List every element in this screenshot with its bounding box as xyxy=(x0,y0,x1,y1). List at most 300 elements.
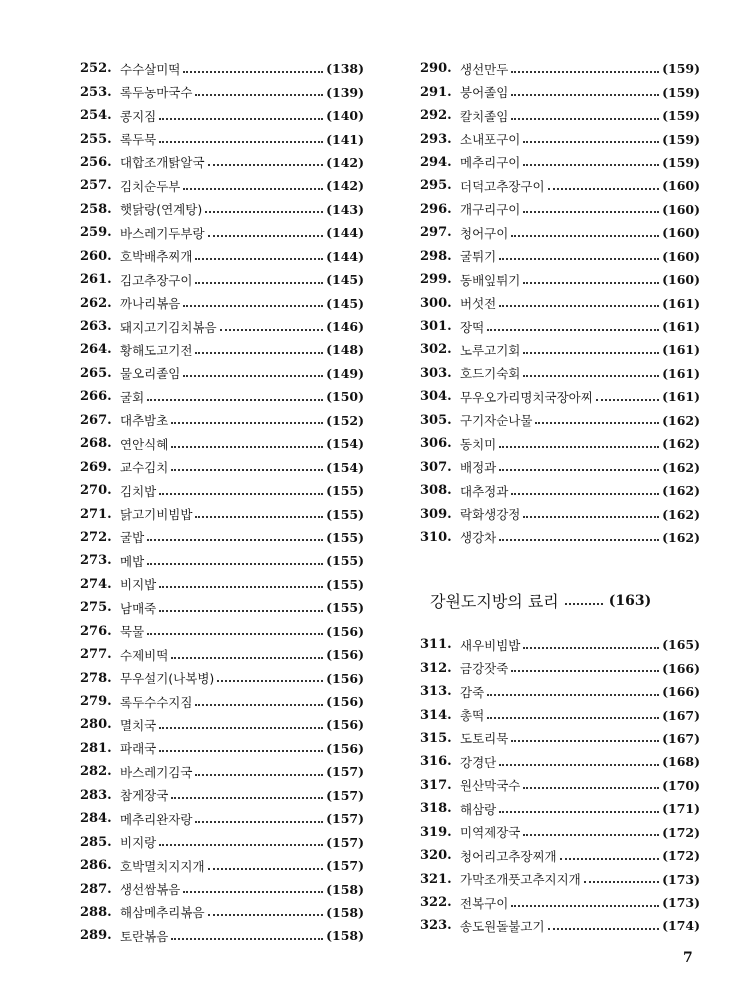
toc-entry xyxy=(80,713,364,736)
entry-title: 생선쌈볶음 xyxy=(120,882,181,898)
toc-entry xyxy=(80,151,364,174)
dot-leader xyxy=(535,420,659,424)
toc-entry xyxy=(80,807,364,830)
toc-entry xyxy=(420,385,700,408)
entry-number: 258. xyxy=(80,201,112,217)
entry-page: (155) xyxy=(326,506,364,522)
entry-number: 264. xyxy=(80,342,112,358)
dot-leader xyxy=(217,678,323,682)
entry-title: 구기자순나물 xyxy=(460,413,533,429)
toc-entry xyxy=(420,914,700,937)
entry-page: (139) xyxy=(326,84,364,100)
entry-title: 생선만두 xyxy=(460,61,509,77)
dot-leader xyxy=(548,926,660,930)
entry-title: 교수김치 xyxy=(120,460,169,476)
entry-number: 291. xyxy=(420,84,452,100)
entry-number: 260. xyxy=(80,248,112,264)
entry-title: 비지랑 xyxy=(120,835,157,851)
entry-title: 호박배추찌개 xyxy=(120,249,193,265)
dot-leader xyxy=(208,233,324,237)
entry-number: 317. xyxy=(420,777,452,793)
entry-number: 289. xyxy=(80,928,112,944)
entry-title: 무우설기(나복병) xyxy=(120,671,215,687)
entry-number: 277. xyxy=(80,647,112,663)
entry-page: (159) xyxy=(662,84,700,100)
toc-entry xyxy=(80,479,364,502)
toc-entry xyxy=(420,633,700,656)
entry-title: 토란볶음 xyxy=(120,928,169,944)
toc-entry xyxy=(80,174,364,197)
entry-page: (155) xyxy=(326,529,364,545)
entry-title: 대추밤초 xyxy=(120,413,169,429)
entry-title: 가막조개풋고추지지개 xyxy=(460,872,581,888)
dot-leader xyxy=(499,762,659,766)
entry-number: 323. xyxy=(420,918,452,934)
dot-leader xyxy=(171,420,323,424)
entry-title: 대합조개탉알국 xyxy=(120,155,205,171)
toc-entry xyxy=(80,760,364,783)
entry-number: 297. xyxy=(420,225,452,241)
entry-page: (157) xyxy=(326,834,364,850)
entry-number: 320. xyxy=(420,848,452,864)
dot-leader xyxy=(171,795,323,799)
entry-number: 314. xyxy=(420,707,452,723)
entry-title: 콩지짐 xyxy=(120,108,157,124)
dot-leader xyxy=(499,467,659,471)
entry-number: 269. xyxy=(80,459,112,475)
entry-number: 300. xyxy=(420,295,452,311)
dot-leader xyxy=(195,280,323,284)
toc-entry xyxy=(80,455,364,478)
entry-page: (156) xyxy=(326,717,364,733)
dot-leader xyxy=(147,537,323,541)
dot-leader xyxy=(523,139,659,143)
dot-leader xyxy=(159,139,323,143)
toc-entry xyxy=(80,573,364,596)
entry-page: (144) xyxy=(326,248,364,264)
toc-entry xyxy=(80,690,364,713)
entry-number: 316. xyxy=(420,754,452,770)
dot-leader xyxy=(183,889,323,893)
toc-entry xyxy=(80,432,364,455)
dot-leader xyxy=(499,444,659,448)
entry-title: 더덕고추장구이 xyxy=(460,178,545,194)
entry-number: 282. xyxy=(80,764,112,780)
entry-page: (162) xyxy=(662,506,700,522)
toc-entry xyxy=(420,245,700,268)
entry-number: 283. xyxy=(80,787,112,803)
toc-entry xyxy=(80,643,364,666)
toc-entry xyxy=(80,268,364,291)
dot-leader xyxy=(195,256,323,260)
entry-page: (156) xyxy=(326,647,364,663)
entry-number: 318. xyxy=(420,801,452,817)
entry-number: 312. xyxy=(420,660,452,676)
dot-leader xyxy=(171,655,323,659)
dot-leader xyxy=(560,856,659,860)
dot-leader xyxy=(523,350,659,354)
entry-page: (146) xyxy=(326,319,364,335)
entry-number: 310. xyxy=(420,529,452,545)
entry-number: 285. xyxy=(80,834,112,850)
entry-number: 321. xyxy=(420,871,452,887)
entry-title: 대추정과 xyxy=(460,483,509,499)
dot-leader xyxy=(171,467,323,471)
entry-title: 연안식혜 xyxy=(120,436,169,452)
dot-leader xyxy=(523,209,659,213)
entry-page: (156) xyxy=(326,623,364,639)
toc-entry xyxy=(420,455,700,478)
entry-page: (167) xyxy=(662,707,700,723)
entry-title: 호드기숙회 xyxy=(460,366,521,382)
entry-number: 299. xyxy=(420,272,452,288)
entry-number: 293. xyxy=(420,131,452,147)
entry-number: 253. xyxy=(80,84,112,100)
entry-page: (154) xyxy=(326,459,364,475)
entry-number: 303. xyxy=(420,365,452,381)
entry-number: 281. xyxy=(80,740,112,756)
dot-leader xyxy=(208,866,324,870)
entry-page: (166) xyxy=(662,684,700,700)
dot-leader xyxy=(511,491,659,495)
entry-number: 261. xyxy=(80,272,112,288)
entry-title: 수수살미떡 xyxy=(120,61,181,77)
entry-number: 276. xyxy=(80,623,112,639)
entry-number: 292. xyxy=(420,108,452,124)
dot-leader xyxy=(183,186,323,190)
entry-title: 굴튀기 xyxy=(460,249,497,265)
dot-leader xyxy=(511,738,659,742)
entry-page: (156) xyxy=(326,694,364,710)
entry-title: 동배잎튀기 xyxy=(460,272,521,288)
toc-entry xyxy=(80,385,364,408)
entry-page: (144) xyxy=(326,225,364,241)
entry-page: (162) xyxy=(662,483,700,499)
dot-leader xyxy=(511,69,659,73)
toc-entry xyxy=(80,338,364,361)
toc-entry xyxy=(420,797,700,820)
section-page: (163) xyxy=(608,592,652,609)
entry-title: 생강차 xyxy=(460,530,497,546)
toc-entry xyxy=(80,830,364,853)
toc-entry xyxy=(80,362,364,385)
entry-number: 311. xyxy=(420,637,452,653)
entry-title: 바스레기두부랑 xyxy=(120,225,205,241)
entry-title: 김치순두부 xyxy=(120,178,181,194)
entry-page: (156) xyxy=(326,740,364,756)
dot-leader xyxy=(183,69,323,73)
entry-title: 소내포구이 xyxy=(460,132,521,148)
toc-entry xyxy=(80,620,364,643)
entry-number: 278. xyxy=(80,670,112,686)
toc-entry xyxy=(80,57,364,80)
entry-number: 288. xyxy=(80,904,112,920)
toc-entry xyxy=(420,151,700,174)
entry-page: (162) xyxy=(662,412,700,428)
entry-page: (171) xyxy=(662,801,700,817)
toc-section-list xyxy=(420,633,700,938)
entry-title: 김고추장구이 xyxy=(120,272,193,288)
entry-number: 267. xyxy=(80,412,112,428)
entry-page: (172) xyxy=(662,824,700,840)
dot-leader xyxy=(195,92,323,96)
entry-page: (148) xyxy=(326,342,364,358)
toc-entry xyxy=(80,502,364,525)
entry-page: (173) xyxy=(662,895,700,911)
toc-entry xyxy=(420,291,700,314)
dot-leader xyxy=(147,561,323,565)
toc-entry xyxy=(80,924,364,947)
entry-title: 락화생강정 xyxy=(460,507,521,523)
entry-title: 메밥 xyxy=(120,553,145,569)
entry-page: (155) xyxy=(326,576,364,592)
entry-title: 무우오가리명치국장아찌 xyxy=(460,389,593,405)
entry-title: 메추리완자랑 xyxy=(120,811,193,827)
dot-leader xyxy=(487,327,659,331)
page-number: 7 xyxy=(683,950,693,966)
entry-page: (162) xyxy=(662,529,700,545)
dot-leader xyxy=(548,186,660,190)
dot-leader xyxy=(499,303,659,307)
dot-leader xyxy=(487,715,659,719)
entry-title: 돼지고기김치볶음 xyxy=(120,319,217,335)
entry-number: 290. xyxy=(420,61,452,77)
dot-leader xyxy=(523,785,659,789)
entry-title: 메추리구이 xyxy=(460,155,521,171)
entry-page: (170) xyxy=(662,777,700,793)
entry-page: (157) xyxy=(326,787,364,803)
entry-page: (157) xyxy=(326,858,364,874)
toc-entry xyxy=(80,198,364,221)
entry-number: 273. xyxy=(80,553,112,569)
dot-leader xyxy=(183,303,323,307)
entry-title: 록두수수지짐 xyxy=(120,694,193,710)
toc-entry xyxy=(420,174,700,197)
entry-title: 비지밥 xyxy=(120,577,157,593)
entry-title: 까나리볶음 xyxy=(120,296,181,312)
entry-number: 252. xyxy=(80,61,112,77)
entry-page: (161) xyxy=(662,389,700,405)
dot-leader xyxy=(511,233,659,237)
dot-leader xyxy=(523,514,659,518)
toc-entry xyxy=(80,784,364,807)
entry-page: (159) xyxy=(662,61,700,77)
toc-entry xyxy=(420,315,700,338)
toc-entry xyxy=(420,338,700,361)
entry-page: (150) xyxy=(326,389,364,405)
entry-page: (140) xyxy=(326,108,364,124)
entry-page: (162) xyxy=(662,459,700,475)
dot-leader xyxy=(183,373,323,377)
entry-number: 255. xyxy=(80,131,112,147)
entry-number: 308. xyxy=(420,483,452,499)
entry-title: 멸치국 xyxy=(120,717,157,733)
entry-page: (155) xyxy=(326,600,364,616)
entry-number: 301. xyxy=(420,319,452,335)
entry-title: 햇닭랑(연계탕) xyxy=(120,202,203,218)
entry-number: 256. xyxy=(80,154,112,170)
toc-entry xyxy=(420,703,700,726)
entry-title: 개구리구이 xyxy=(460,202,521,218)
entry-page: (161) xyxy=(662,342,700,358)
dot-leader xyxy=(511,92,659,96)
entry-number: 257. xyxy=(80,178,112,194)
entry-title: 해삼메추리볶음 xyxy=(120,905,205,921)
entry-number: 322. xyxy=(420,895,452,911)
toc-entry xyxy=(420,727,700,750)
entry-number: 262. xyxy=(80,295,112,311)
entry-title: 묵물 xyxy=(120,624,145,640)
entry-number: 287. xyxy=(80,881,112,897)
entry-title: 황해도고기전 xyxy=(120,342,193,358)
entry-page: (159) xyxy=(662,108,700,124)
entry-page: (145) xyxy=(326,272,364,288)
entry-title: 배정과 xyxy=(460,460,497,476)
toc-entry xyxy=(80,104,364,127)
toc-entry xyxy=(80,596,364,619)
entry-page: (158) xyxy=(326,928,364,944)
entry-page: (143) xyxy=(326,201,364,217)
dot-leader xyxy=(523,645,659,649)
entry-page: (162) xyxy=(662,436,700,452)
entry-title: 해삼랑 xyxy=(460,801,497,817)
dot-leader xyxy=(511,116,659,120)
entry-title: 미역제장국 xyxy=(460,825,521,841)
toc-entry xyxy=(80,526,364,549)
entry-title: 굴밥 xyxy=(120,530,145,546)
entry-page: (138) xyxy=(326,61,364,77)
entry-title: 김치밥 xyxy=(120,483,157,499)
toc-entry xyxy=(80,291,364,314)
dot-leader xyxy=(487,692,659,696)
entry-title: 록두농마국수 xyxy=(120,85,193,101)
entry-title: 장떡 xyxy=(460,319,485,335)
entry-page: (157) xyxy=(326,811,364,827)
dot-leader xyxy=(523,162,659,166)
entry-title: 닭고기비빔밥 xyxy=(120,507,193,523)
dot-leader xyxy=(523,832,659,836)
entry-page: (155) xyxy=(326,483,364,499)
dot-leader xyxy=(511,668,659,672)
toc-entry xyxy=(80,315,364,338)
dot-leader xyxy=(159,116,323,120)
entry-page: (160) xyxy=(662,201,700,217)
toc-entry xyxy=(80,409,364,432)
entry-page: (160) xyxy=(662,225,700,241)
dot-leader xyxy=(220,327,323,331)
entry-title: 원산막국수 xyxy=(460,778,521,794)
dot-leader xyxy=(159,491,323,495)
entry-page: (154) xyxy=(326,436,364,452)
section-heading xyxy=(430,589,651,612)
entry-number: 274. xyxy=(80,576,112,592)
entry-title: 호박멸치지지개 xyxy=(120,858,205,874)
entry-number: 294. xyxy=(420,154,452,170)
entry-number: 319. xyxy=(420,824,452,840)
entry-page: (166) xyxy=(662,660,700,676)
dot-leader xyxy=(171,444,323,448)
entry-page: (149) xyxy=(326,365,364,381)
toc-entry xyxy=(420,80,700,103)
dot-leader xyxy=(195,514,323,518)
entry-page: (167) xyxy=(662,730,700,746)
dot-leader xyxy=(159,842,323,846)
entry-title: 물오리졸임 xyxy=(120,366,181,382)
entry-number: 279. xyxy=(80,694,112,710)
dot-leader xyxy=(159,608,323,612)
toc-entry xyxy=(420,774,700,797)
entry-title: 송도원돌불고기 xyxy=(460,918,545,934)
entry-number: 286. xyxy=(80,858,112,874)
entry-page: (161) xyxy=(662,365,700,381)
toc-entry xyxy=(420,409,700,432)
entry-page: (161) xyxy=(662,319,700,335)
entry-number: 304. xyxy=(420,389,452,405)
entry-number: 270. xyxy=(80,483,112,499)
toc-entry xyxy=(420,656,700,679)
entry-title: 동치미 xyxy=(460,436,497,452)
toc-entry xyxy=(80,549,364,572)
entry-number: 305. xyxy=(420,412,452,428)
entry-title: 굴회 xyxy=(120,389,145,405)
entry-page: (172) xyxy=(662,848,700,864)
dot-leader xyxy=(208,162,324,166)
dot-leader xyxy=(499,809,659,813)
dot-leader xyxy=(147,397,323,401)
toc-entry xyxy=(420,680,700,703)
entry-number: 266. xyxy=(80,389,112,405)
entry-title: 붕어졸임 xyxy=(460,85,509,101)
entry-number: 259. xyxy=(80,225,112,241)
toc-entry xyxy=(420,526,700,549)
toc-entry xyxy=(80,854,364,877)
entry-title: 참게장국 xyxy=(120,788,169,804)
entry-number: 275. xyxy=(80,600,112,616)
entry-title: 도토리묵 xyxy=(460,731,509,747)
entry-page: (160) xyxy=(662,272,700,288)
toc-entry xyxy=(80,737,364,760)
entry-page: (142) xyxy=(326,154,364,170)
entry-page: (156) xyxy=(326,670,364,686)
entry-number: 265. xyxy=(80,365,112,381)
toc-entry xyxy=(420,502,700,525)
section-title: 강원도지방의 료리 xyxy=(430,592,559,611)
dot-leader xyxy=(205,209,323,213)
toc-entry xyxy=(80,666,364,689)
dot-leader xyxy=(147,631,323,635)
entry-page: (158) xyxy=(326,904,364,920)
dot-leader xyxy=(511,903,659,907)
entry-title: 청어구이 xyxy=(460,225,509,241)
dot-leader xyxy=(208,912,324,916)
dot-leader xyxy=(195,772,323,776)
dot-leader xyxy=(596,397,659,401)
toc-entry xyxy=(420,198,700,221)
dot-leader xyxy=(565,601,603,605)
toc-entry xyxy=(420,867,700,890)
entry-number: 284. xyxy=(80,811,112,827)
dot-leader xyxy=(195,702,323,706)
entry-number: 272. xyxy=(80,529,112,545)
entry-page: (155) xyxy=(326,553,364,569)
entry-title: 노루고기회 xyxy=(460,342,521,358)
entry-number: 298. xyxy=(420,248,452,264)
dot-leader xyxy=(195,819,323,823)
entry-page: (159) xyxy=(662,131,700,147)
entry-page: (158) xyxy=(326,881,364,897)
toc-entry xyxy=(80,901,364,924)
toc-entry xyxy=(420,268,700,291)
